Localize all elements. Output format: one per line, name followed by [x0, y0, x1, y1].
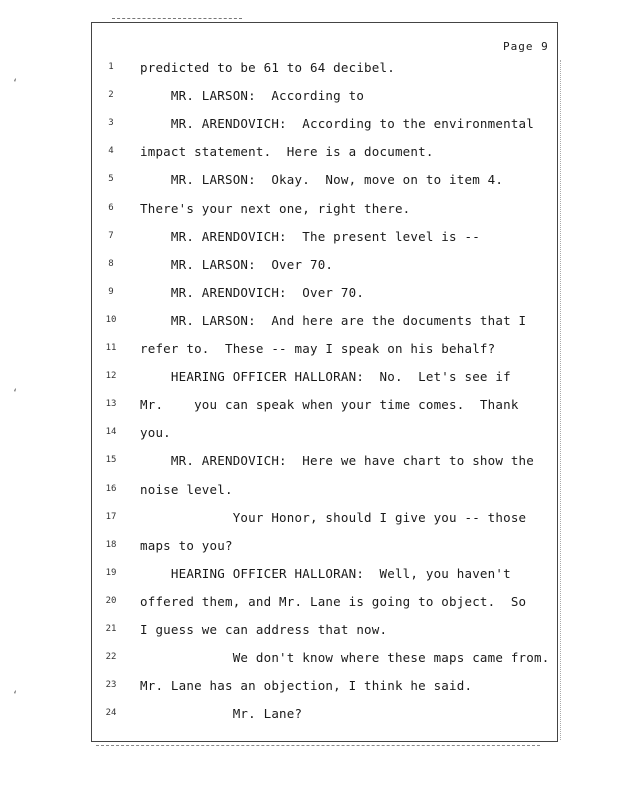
- line-number: 15: [105, 455, 117, 466]
- transcript-line: I guess we can address that now.: [140, 622, 388, 637]
- line-number: 14: [105, 427, 117, 438]
- page-number: Page 9: [503, 40, 549, 53]
- line-number: 12: [105, 371, 117, 382]
- transcript-line: MR. ARENDOVICH: According to the environmental: [140, 116, 535, 132]
- line-number: 6: [108, 202, 114, 213]
- transcript-line: MR. ARENDOVICH: Over 70.: [140, 284, 365, 300]
- transcript-line: We don't know where these maps came from.: [140, 650, 550, 666]
- line-number: 8: [108, 258, 114, 269]
- transcript-line: noise level.: [140, 481, 233, 497]
- line-number: 9: [108, 286, 114, 297]
- bottom-scan-artifact: [96, 745, 540, 748]
- transcript-line: MR. LARSON: And here are the documents that I: [140, 312, 527, 328]
- transcript-line: HEARING OFFICER HALLORAN: No. Let's see if: [140, 369, 511, 385]
- transcript-line: predicted to be 61 to 64 decibel.: [140, 60, 395, 75]
- transcript-line: HEARING OFFICER HALLORAN: Well, you haven't: [140, 565, 511, 581]
- transcript-line: MR. LARSON: Okay. Now, move on to item 4.: [140, 172, 504, 188]
- transcript-line: Mr. Lane has an objection, I think he said.: [140, 678, 473, 694]
- line-number: 19: [105, 567, 117, 578]
- transcript-line: offered them, and Mr. Lane is going to object. So: [140, 593, 527, 609]
- line-number: 11: [105, 343, 117, 353]
- transcript-line: maps to you?: [140, 537, 233, 553]
- transcript-line: MR. ARENDOVICH: Here we have chart to show the: [140, 453, 535, 469]
- transcript-line: impact statement. Here is a document.: [140, 144, 434, 160]
- line-number: 18: [105, 539, 117, 550]
- line-number: 20: [105, 595, 117, 606]
- transcript-line: Mr. Lane?: [140, 706, 303, 722]
- line-number: 21: [105, 624, 117, 634]
- line-number: 3: [108, 118, 114, 129]
- left-margin-mark: ‘: [12, 388, 19, 399]
- line-number: 2: [108, 90, 114, 101]
- transcript-line: Mr. you can speak when your time comes. Thank: [140, 397, 519, 413]
- line-number: 22: [105, 652, 117, 663]
- line-number: 5: [108, 174, 114, 185]
- left-margin-mark: ‘: [12, 78, 19, 89]
- transcript-line: MR. ARENDOVICH: The present level is --: [140, 228, 480, 244]
- line-number: 13: [105, 399, 117, 410]
- transcript-line: MR. LARSON: According to: [140, 88, 365, 104]
- right-edge-scan-artifact: [560, 60, 563, 740]
- line-number: 4: [108, 146, 114, 157]
- line-number: 7: [108, 230, 114, 241]
- transcript-line: refer to. These -- may I speak on his behalf?: [140, 341, 496, 356]
- left-margin-mark: ‘: [12, 690, 19, 701]
- transcript-line: There's your next one, right there.: [140, 200, 411, 216]
- line-number: 24: [105, 708, 117, 719]
- line-number: 16: [105, 483, 117, 494]
- line-number: 1: [108, 62, 114, 72]
- line-number: 10: [105, 314, 117, 325]
- transcript-line: MR. LARSON: Over 70.: [140, 256, 334, 272]
- line-number: 23: [105, 680, 117, 691]
- line-number: 17: [105, 511, 117, 522]
- transcript-line: Your Honor, should I give you -- those: [140, 509, 527, 525]
- transcript-line: you.: [140, 425, 171, 441]
